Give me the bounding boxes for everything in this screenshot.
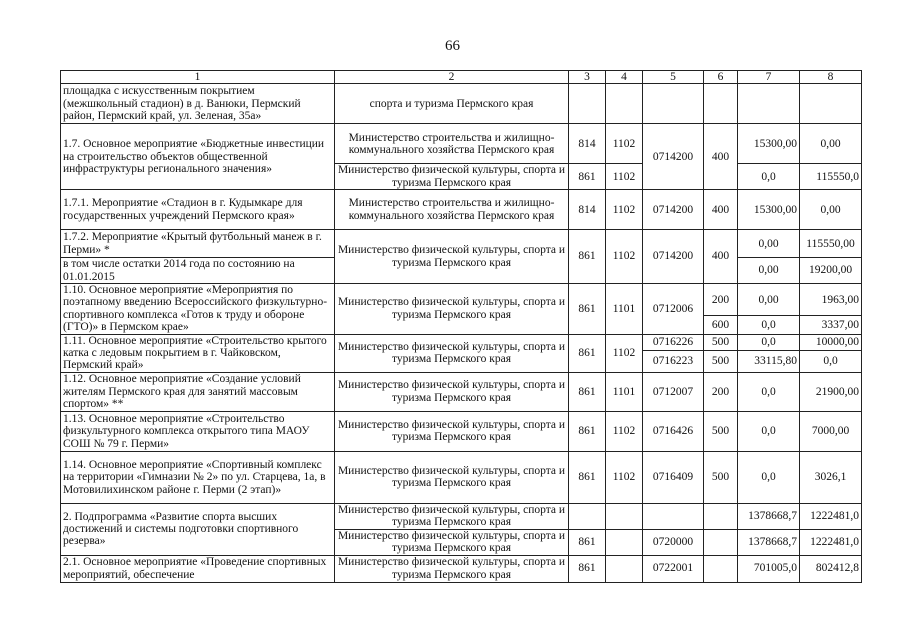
executor: Министерство физической культуры, спорта и туризма Пермского края <box>335 164 569 190</box>
event-name: 1.13. Основное мероприятие «Строительство физкультурного комплекса открытого типа МАОУ СОШ № 79 г. Перми» <box>61 411 335 451</box>
value-col7: 0,0 <box>738 451 800 503</box>
grbs-code: 861 <box>569 451 606 503</box>
table-row <box>61 555 862 582</box>
target-article-code: 0716409 <box>643 451 704 503</box>
grbs-code: 861 <box>569 555 606 582</box>
section-code: 1101 <box>606 372 643 411</box>
executor: Министерство физической культуры, спорта и туризма Пермского края <box>335 372 569 411</box>
page-number: 66 <box>445 38 460 54</box>
value-col8: 1222481,0 <box>800 529 862 555</box>
value-col7: 701005,0 <box>738 555 800 582</box>
value-col7: 1378668,7 <box>738 529 800 555</box>
expense-type-code: 200 <box>704 284 738 316</box>
section-code: 1102 <box>606 124 643 164</box>
table-row <box>61 84 862 124</box>
value-col7: 0,00 <box>738 258 800 284</box>
grbs-code: 861 <box>569 529 606 555</box>
value-col7: 0,0 <box>738 334 800 350</box>
expense-type-code: 500 <box>704 350 738 372</box>
event-name: в том числе остатки 2014 года по состоянию на 01.01.2015 <box>61 258 335 284</box>
value-col8: 115550,00 <box>800 230 862 258</box>
grbs-code: 814 <box>569 190 606 230</box>
header-cell: 7 <box>738 71 800 84</box>
section-code: 1101 <box>606 284 643 335</box>
executor: спорта и туризма Пермского края <box>335 84 569 124</box>
event-name: 1.12. Основное мероприятие «Создание условий жителям Пермского края для занятий массовым спортом» ** <box>61 372 335 411</box>
target-article-code: 0714200 <box>643 124 704 190</box>
target-article-code: 0712006 <box>643 284 704 335</box>
executor: Министерство физической культуры, спорта и туризма Пермского края <box>335 503 569 529</box>
target-article-code: 0716226 <box>643 334 704 350</box>
header-cell: 2 <box>335 71 569 84</box>
budget-table <box>60 70 862 583</box>
target-article-code: 0720000 <box>643 529 704 555</box>
value-col7: 15300,00 <box>738 124 800 164</box>
expense-type-code: 200 <box>704 372 738 411</box>
table-row <box>61 451 862 503</box>
header-cell: 6 <box>704 71 738 84</box>
value-col8: 10000,00 <box>800 334 862 350</box>
executor: Министерство физической культуры, спорта и туризма Пермского края <box>335 284 569 335</box>
value-col7: 0,0 <box>738 316 800 334</box>
executor: Министерство физической культуры, спорта и туризма Пермского края <box>335 555 569 582</box>
value-col7: 1378668,7 <box>738 503 800 529</box>
header-cell: 8 <box>800 71 862 84</box>
table-row <box>61 190 862 230</box>
section-code: 1102 <box>606 230 643 284</box>
executor: Министерство физической культуры, спорта и туризма Пермского края <box>335 230 569 284</box>
target-article-code: 0714200 <box>643 230 704 284</box>
table-row <box>61 411 862 451</box>
value-col7: 15300,00 <box>738 190 800 230</box>
table-row <box>61 372 862 411</box>
table-row <box>61 230 862 258</box>
section-code: 1102 <box>606 411 643 451</box>
section-code: 1102 <box>606 164 643 190</box>
grbs-code: 814 <box>569 124 606 164</box>
event-name: 2.1. Основное мероприятие «Проведение спортивных мероприятий, обеспечение <box>61 555 335 582</box>
executor: Министерство физической культуры, спорта и туризма Пермского края <box>335 529 569 555</box>
value-col8: 115550,0 <box>800 164 862 190</box>
event-name: 1.10. Основное мероприятие «Мероприятия по поэтапному введению Всероссийского физкультурно-спортивного комплекса «Готов к труду и обороне (ГТО)» в Пермском крае» <box>61 284 335 335</box>
value-col8: 19200,00 <box>800 258 862 284</box>
value-col7: 0,0 <box>738 372 800 411</box>
expense-type-code: 400 <box>704 190 738 230</box>
event-name: площадка с искусственным покрытием (межшкольный стадион) в д. Ванюки, Пермский район, Пермский край, ул. Зеленая, 35а» <box>61 84 335 124</box>
executor: Министерство физической культуры, спорта и туризма Пермского края <box>335 411 569 451</box>
expense-type-code: 400 <box>704 124 738 190</box>
grbs-code: 861 <box>569 164 606 190</box>
value-col7: 33115,80 <box>738 350 800 372</box>
table-row <box>61 503 862 529</box>
value-col7: 0,0 <box>738 411 800 451</box>
header-row <box>61 71 862 84</box>
event-name: 1.7. Основное мероприятие «Бюджетные инвестиции на строительство объектов общественной инфраструктуры регионального значения» <box>61 124 335 190</box>
expense-type-code: 600 <box>704 316 738 334</box>
event-name: 1.14. Основное мероприятие «Спортивный комплекс на территории «Гимназии № 2» по ул. Старцева, 1а, в Мотовилихинском районе г. Перми (2 этап)» <box>61 451 335 503</box>
table-row <box>61 284 862 316</box>
table-row <box>61 334 862 350</box>
grbs-code: 861 <box>569 372 606 411</box>
grbs-code: 861 <box>569 230 606 284</box>
grbs-code: 861 <box>569 284 606 335</box>
value-col8: 3026,1 <box>800 451 862 503</box>
section-code: 1102 <box>606 451 643 503</box>
value-col8: 0,00 <box>800 124 862 164</box>
table-row <box>61 124 862 164</box>
value-col8: 21900,00 <box>800 372 862 411</box>
event-name: 1.7.2. Мероприятие «Крытый футбольный манеж в г. Перми» * <box>61 230 335 258</box>
value-col7: 0,00 <box>738 230 800 258</box>
value-col8: 0,00 <box>800 190 862 230</box>
header-cell: 1 <box>61 71 335 84</box>
value-col7: 0,0 <box>738 164 800 190</box>
executor: Министерство физической культуры, спорта и туризма Пермского края <box>335 451 569 503</box>
expense-type-code: 500 <box>704 411 738 451</box>
executor: Министерство строительства и жилищно-коммунального хозяйства Пермского края <box>335 124 569 164</box>
section-code: 1102 <box>606 190 643 230</box>
target-article-code: 0714200 <box>643 190 704 230</box>
target-article-code: 0716426 <box>643 411 704 451</box>
grbs-code: 861 <box>569 411 606 451</box>
expense-type-code: 400 <box>704 230 738 284</box>
executor: Министерство физической культуры, спорта и туризма Пермского края <box>335 334 569 372</box>
value-col8: 1222481,0 <box>800 503 862 529</box>
expense-type-code: 500 <box>704 451 738 503</box>
event-name: 2. Подпрограмма «Развитие спорта высших достижений и системы подготовки спортивного резерва» <box>61 503 335 555</box>
event-name: 1.7.1. Мероприятие «Стадион в г. Кудымкаре для государственных учреждений Пермского края» <box>61 190 335 230</box>
target-article-code: 0712007 <box>643 372 704 411</box>
target-article-code: 0722001 <box>643 555 704 582</box>
expense-type-code: 500 <box>704 334 738 350</box>
section-code: 1102 <box>606 334 643 372</box>
value-col8: 1963,00 <box>800 284 862 316</box>
value-col7: 0,00 <box>738 284 800 316</box>
value-col8: 7000,00 <box>800 411 862 451</box>
executor: Министерство строительства и жилищно-коммунального хозяйства Пермского края <box>335 190 569 230</box>
header-cell: 4 <box>606 71 643 84</box>
value-col8: 3337,00 <box>800 316 862 334</box>
header-cell: 3 <box>569 71 606 84</box>
header-cell: 5 <box>643 71 704 84</box>
event-name: 1.11. Основное мероприятие «Строительство крытого катка с ледовым покрытием в г. Чайковском, Пермский край» <box>61 334 335 372</box>
value-col8: 0,0 <box>800 350 862 372</box>
grbs-code: 861 <box>569 334 606 372</box>
value-col8: 802412,8 <box>800 555 862 582</box>
target-article-code: 0716223 <box>643 350 704 372</box>
